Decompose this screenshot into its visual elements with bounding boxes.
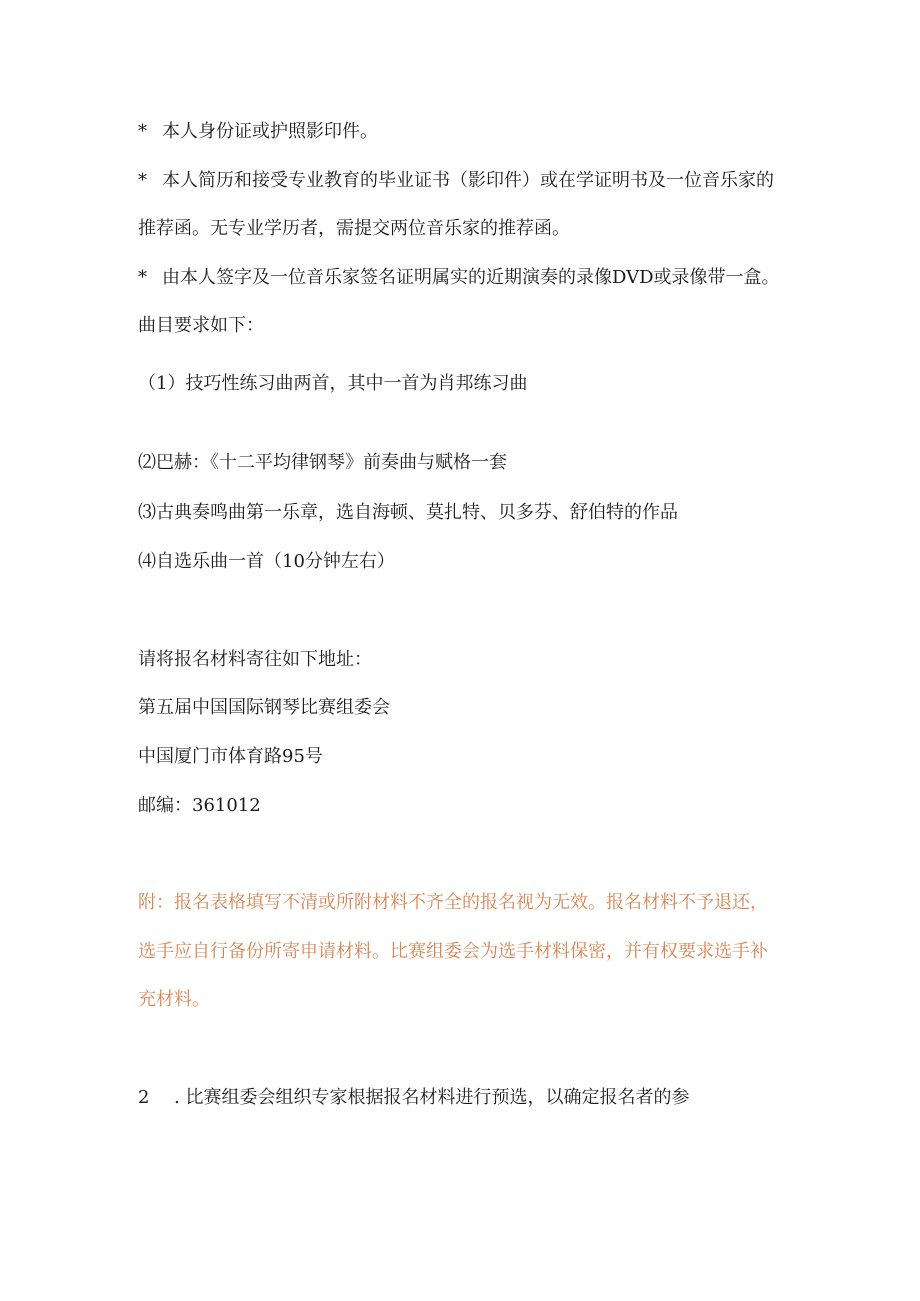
repertoire-item: ⑶古典奏鸣曲第一乐章，选自海顿、莫扎特、贝多芬、舒伯特的作品 (138, 502, 678, 523)
asterisk-marker: * (138, 170, 147, 191)
requirement-text: 本人身份证或护照影印件。 (162, 121, 378, 142)
repertoire-item: ⑷自选乐曲一首（10分钟左右） (138, 551, 395, 572)
repertoire-item: ⑵巴赫：《十二平均律钢琴》前奏曲与赋格一套 (138, 452, 507, 473)
requirement-item (138, 120, 378, 144)
requirement-text: 推荐函。无专业学历者，需提交两位音乐家的推荐函。 (138, 218, 570, 239)
requirement-continuation (138, 217, 570, 241)
requirement-text: 由本人签字及一位音乐家签名证明属实的近期演奏的录像DVD或录像带一盒。 (162, 267, 780, 288)
requirement-text: 本人简历和接受专业教育的毕业证书（影印件）或在学证明书及一位音乐家的 (162, 170, 774, 191)
section-2-paragraph (138, 1086, 689, 1110)
repertoire-heading: 曲目要求如下： (138, 315, 264, 336)
note-line: 充材料。 (138, 989, 210, 1010)
section-text: . 比赛组委会组织专家根据报名材料进行预选，以确定报名者的参 (174, 1087, 690, 1108)
asterisk-marker: * (138, 267, 147, 288)
asterisk-marker: * (138, 121, 147, 142)
address-intro: 请将报名材料寄往如下地址： (138, 649, 372, 670)
address-street: 中国厦门市体育路95号 (138, 746, 323, 767)
requirement-item (138, 169, 774, 193)
address-postcode: 邮编：361012 (138, 795, 261, 816)
note-line: 附：报名表格填写不清或所附材料不齐全的报名视为无效。报名材料不予退还， (138, 892, 768, 913)
address-organization: 第五届中国国际钢琴比赛组委会 (138, 697, 390, 718)
section-number: 2 (138, 1087, 150, 1108)
note-line: 选手应自行备份所寄申请材料。比赛组委会为选手材料保密，并有权要求选手补 (138, 941, 768, 962)
requirement-item (138, 266, 780, 290)
repertoire-item: （1）技巧性练习曲两首，其中一首为肖邦练习曲 (138, 373, 528, 394)
